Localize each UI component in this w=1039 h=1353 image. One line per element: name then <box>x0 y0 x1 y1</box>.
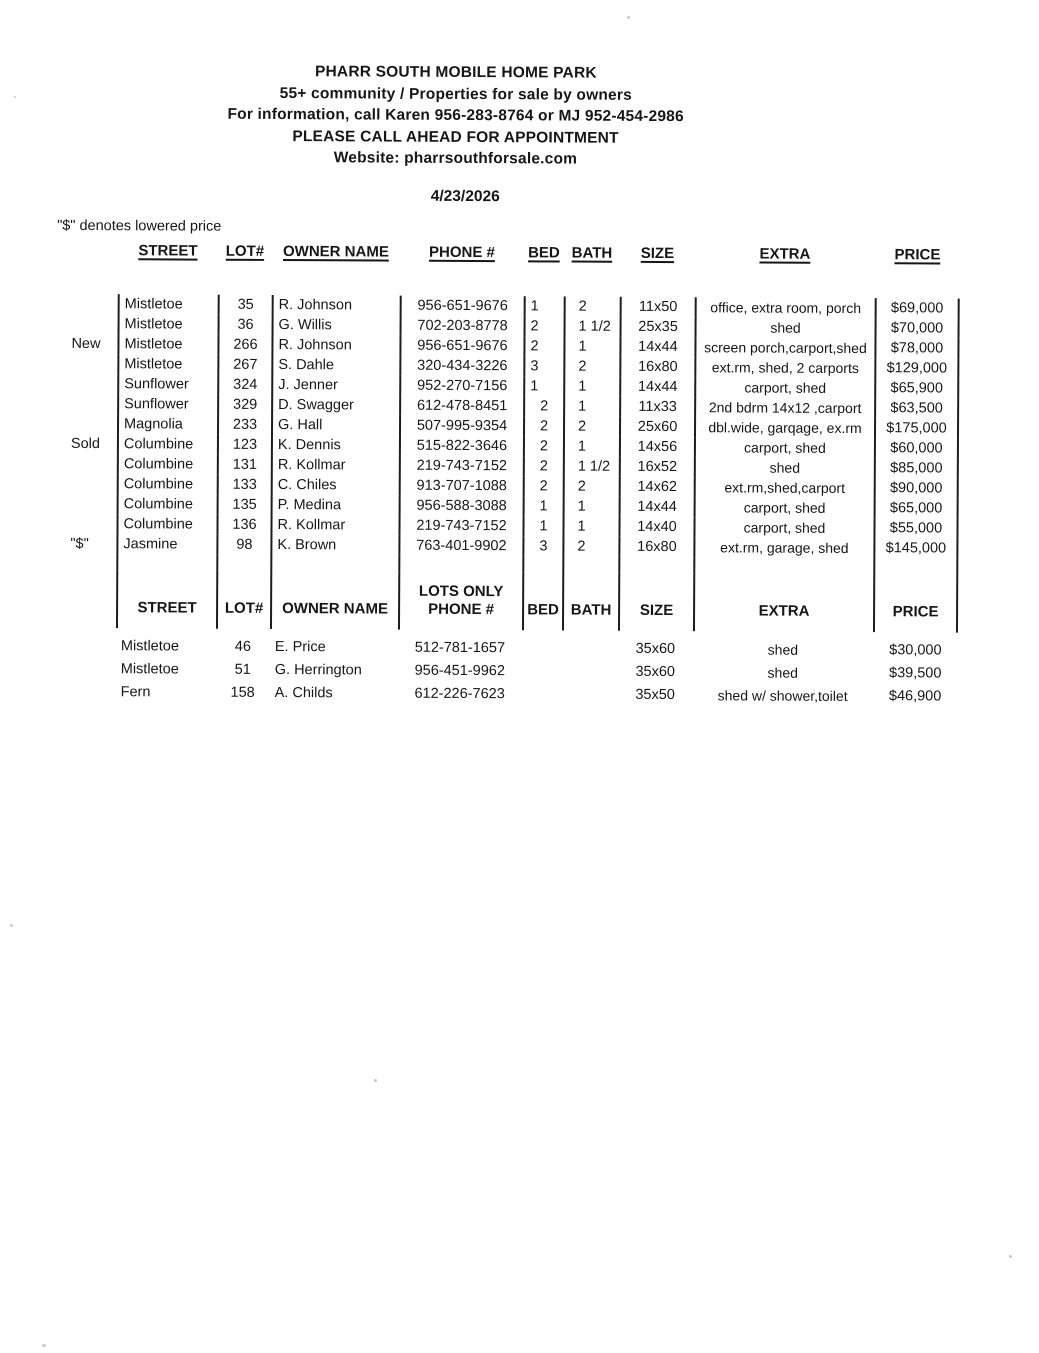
home-row-cell-street: Columbine <box>116 514 216 535</box>
home-row-cell-lot: 136 <box>216 515 270 535</box>
home-row-cell-lot: 123 <box>217 435 271 455</box>
home-row-cell-bed: 2 <box>523 416 563 436</box>
home-row-cell-extra: shed <box>695 317 875 338</box>
home-row-cell-phone: 320-434-3226 <box>399 356 523 377</box>
lot-row-cell-lot: 158 <box>230 684 255 701</box>
lot-row-cell-size: 35x60 <box>635 663 676 680</box>
home-row-cell-tag: "$" <box>70 535 89 553</box>
home-row-cell-size: 25x60 <box>619 417 694 437</box>
home-row-cell-lot: 35 <box>218 295 272 315</box>
home-row-cell-bath: 1 <box>563 437 619 457</box>
homes-table-header <box>70 239 960 266</box>
home-row-cell-tag <box>69 454 117 474</box>
lot-row-cell-street: Fern <box>120 683 151 700</box>
home-row-cell-tag <box>69 494 117 514</box>
scan-speck <box>627 16 630 19</box>
home-row-cell-bath: 2 <box>563 357 619 377</box>
home-row-cell-street: Columbine <box>117 494 217 515</box>
home-row-cell-bath: 2 <box>564 297 620 317</box>
lot-row-cell-street: Mistletoe <box>120 660 179 677</box>
home-row-cell-street: Columbine <box>117 434 217 455</box>
home-row-cell-street: Mistletoe <box>117 354 217 375</box>
home-row-cell-price: $69,000 <box>875 298 960 318</box>
home-row-cell-street: Columbine <box>117 454 217 475</box>
home-row-cell-tag: Sold <box>70 435 101 453</box>
phone-label: PHONE # <box>428 600 495 619</box>
home-row-cell-extra: screen porch,carport,shed <box>694 337 874 358</box>
home-row-cell-owner: G. Hall <box>271 415 399 436</box>
community-subtitle: 55+ community / Properties for sale by owners <box>279 84 632 104</box>
home-row-cell-owner: K. Dennis <box>271 435 399 456</box>
home-row-cell-extra: ext.rm,shed,carport <box>694 477 874 498</box>
home-row-cell-size: 14x56 <box>619 437 694 457</box>
home-row-cell-tag <box>69 394 117 414</box>
home-row-cell-price: $175,000 <box>874 418 959 438</box>
column-header-owner: OWNER NAME <box>282 242 389 261</box>
home-row-cell-extra: ext.rm, shed, 2 carports <box>694 357 874 378</box>
home-row-cell-extra: office, extra room, porch <box>695 297 875 318</box>
lot-row-cell-bath <box>562 659 618 682</box>
home-row-cell-extra: carport, shed <box>693 517 873 538</box>
website-line: Website: pharrsouthforsale.com <box>333 149 578 168</box>
lot-row-cell-bath <box>562 636 618 659</box>
lot-row-cell-extra: shed <box>767 641 799 658</box>
lot-row-cell-price: $30,000 <box>889 641 942 658</box>
home-row-cell-bed: 1 <box>524 296 564 316</box>
lot-row-cell-street: Mistletoe <box>120 637 179 654</box>
home-row-cell-size: 14x44 <box>619 377 694 397</box>
home-row-cell-street: Mistletoe <box>117 334 217 355</box>
home-row-cell-phone: 219-743-7152 <box>399 456 523 477</box>
home-row-cell-bed: 2 <box>523 436 563 456</box>
home-row-cell-extra: shed <box>694 457 874 478</box>
home-row-cell-price: $65,000 <box>874 498 959 518</box>
home-row-cell-size: 14x44 <box>619 497 694 517</box>
lots-header-spacer <box>68 570 116 628</box>
lots-header-lot: LOT# <box>216 571 270 629</box>
scan-speck <box>42 1344 46 1347</box>
home-row-cell-street: Sunflower <box>117 394 217 415</box>
lowered-price-note: "$" denotes lowered price <box>57 217 222 235</box>
home-row-cell-price: $55,000 <box>873 518 958 538</box>
header-spacer <box>70 239 118 261</box>
home-row-cell-price: $78,000 <box>874 338 959 358</box>
home-row-cell-bath: 2 <box>563 417 619 437</box>
home-row-cell-tag <box>69 414 117 434</box>
home-row-cell-owner: R. Johnson <box>271 335 399 356</box>
home-row-cell-phone: 952-270-7156 <box>399 376 523 397</box>
lot-row-cell-price: $46,900 <box>888 687 942 704</box>
home-row-cell-tag <box>70 294 118 314</box>
home-row-cell-bath: 1 1/2 <box>564 317 620 337</box>
home-row-cell-tag: New <box>71 335 101 353</box>
lot-row-cell-lot: 46 <box>234 638 251 655</box>
home-row-cell-phone: 956-651-9676 <box>400 296 524 317</box>
home-row-cell-price: $65,900 <box>874 378 959 398</box>
home-row-cell-phone: 956-588-3088 <box>399 496 523 517</box>
lot-row-cell-tag <box>68 634 116 657</box>
home-row-cell-lot: 131 <box>217 455 271 475</box>
home-row-cell-owner: K. Brown <box>270 535 398 556</box>
column-header-size: SIZE <box>640 244 675 262</box>
home-row-cell-phone: 219-743-7152 <box>398 516 522 537</box>
home-row-cell-street: Jasmine <box>116 534 216 555</box>
home-row-cell-phone: 507-995-9354 <box>399 416 523 437</box>
home-row-cell-lot: 329 <box>217 395 271 415</box>
lots-only-label: LOTS ONLY <box>418 582 504 601</box>
home-row-cell-phone: 515-822-3646 <box>399 436 523 457</box>
lot-row-cell-owner: E. Price <box>274 638 326 655</box>
lot-row-cell-bed <box>522 659 562 682</box>
home-row-cell-street: Sunflower <box>117 374 217 395</box>
column-header-extra: EXTRA <box>759 245 811 263</box>
home-row-cell-size: 14x44 <box>619 337 694 357</box>
home-row-cell-bath: 1 <box>563 397 619 417</box>
homes-table <box>68 294 960 633</box>
appointment-line: PLEASE CALL AHEAD FOR APPOINTMENT <box>292 127 619 147</box>
home-row-cell-price: $63,500 <box>874 398 959 418</box>
home-row-cell-bath: 1 <box>563 377 619 397</box>
lot-row-cell-price: $39,500 <box>888 664 942 681</box>
home-row-cell-street: Mistletoe <box>118 294 218 315</box>
lot-row-cell-bed <box>522 682 562 705</box>
lot-row-cell-extra: shed <box>767 664 798 681</box>
column-header-lot: LOT# <box>225 242 265 260</box>
home-row-cell-size: 11x50 <box>620 297 695 317</box>
scan-speck <box>10 924 13 927</box>
home-row-cell-bath: 1 <box>562 517 618 537</box>
home-row-cell-street: Columbine <box>117 474 217 495</box>
lot-row-cell-owner: G. Herrington <box>274 661 362 678</box>
lot-row-cell-owner: A. Childs <box>274 684 333 701</box>
home-row-cell-bed: 2 <box>524 316 564 336</box>
home-row-cell-tag <box>70 314 118 334</box>
home-row-cell-bed: 2 <box>523 396 563 416</box>
lots-table <box>68 634 958 708</box>
lot-row-cell-extra: shed w/ shower,toilet <box>717 686 848 704</box>
lots-header-extra: EXTRA <box>693 573 873 632</box>
home-row-cell-lot: 98 <box>216 535 270 555</box>
home-row-cell-street: Magnolia <box>117 414 217 435</box>
lot-row-cell-size: 35x50 <box>635 686 675 703</box>
park-title: PHARR SOUTH MOBILE HOME PARK <box>314 63 597 82</box>
scan-speck <box>1009 1255 1012 1258</box>
lots-header-price: PRICE <box>873 574 958 632</box>
home-row-cell-owner: J. Jenner <box>271 375 399 396</box>
lot-row-cell-lot: 51 <box>234 661 251 678</box>
home-row-cell-tag <box>68 514 116 534</box>
home-row-cell-size: 16x52 <box>619 457 694 477</box>
lot-row-cell-tag <box>68 680 116 703</box>
home-row-cell-tag <box>69 374 117 394</box>
column-header-price: PRICE <box>894 245 941 263</box>
scan-speck <box>14 96 16 98</box>
home-row-cell-size: 16x80 <box>619 357 694 377</box>
home-row-cell-size: 14x40 <box>618 517 693 537</box>
document-header <box>100 60 811 171</box>
lot-row-cell-tag <box>68 657 116 680</box>
home-row-cell-phone: 612-478-8451 <box>399 396 523 417</box>
lot-row-cell-phone: 612-226-7623 <box>414 685 505 702</box>
home-row-cell-bed: 1 <box>523 496 563 516</box>
home-row-cell-phone: 763-401-9902 <box>398 536 522 557</box>
home-row-cell-owner: G. Willis <box>272 315 400 336</box>
home-row-cell-extra: carport, shed <box>694 377 874 398</box>
lots-header-phone <box>398 572 522 631</box>
lot-row-cell-bath <box>562 682 618 705</box>
lot-row-cell-size: 35x60 <box>635 640 676 657</box>
home-row-cell-lot: 233 <box>217 415 271 435</box>
home-row-cell-lot: 133 <box>217 475 271 495</box>
home-row-cell-bed: 1 <box>523 376 563 396</box>
home-row-cell-extra: carport, shed <box>694 497 874 518</box>
lot-row-cell-bed <box>522 636 562 659</box>
home-row-cell-owner: P. Medina <box>271 495 399 516</box>
home-row-cell-phone: 702-203-8778 <box>400 316 524 337</box>
home-row-cell-tag <box>69 354 117 374</box>
home-row-cell-bed: 1 <box>522 516 562 536</box>
column-header-phone: PHONE # <box>428 243 495 261</box>
home-row-cell-price: $70,000 <box>875 318 960 338</box>
home-row-cell-lot: 266 <box>217 335 271 355</box>
column-header-bath: BATH <box>571 244 613 262</box>
lots-header-bath: BATH <box>562 573 618 631</box>
home-row-cell-bed: 2 <box>523 476 563 496</box>
home-row-cell-street: Mistletoe <box>118 314 218 335</box>
home-row-cell-price: $85,000 <box>874 458 959 478</box>
home-row-cell-extra: 2nd bdrm 14x12 ,carport <box>694 397 874 418</box>
home-row-cell-bath: 2 <box>562 537 618 557</box>
spacer-cell <box>68 554 116 570</box>
home-row-cell-price: $60,000 <box>874 438 959 458</box>
home-row-cell-price: $90,000 <box>874 478 959 498</box>
lots-header-size: SIZE <box>618 573 693 631</box>
home-row-cell-owner: R. Kollmar <box>271 455 399 476</box>
home-row-cell-bath: 2 <box>563 477 619 497</box>
home-row-cell-lot: 324 <box>217 375 271 395</box>
lot-row-cell-phone: 512-781-1657 <box>414 639 506 656</box>
home-row-cell-size: 14x62 <box>619 477 694 497</box>
home-row-cell-owner: R. Kollmar <box>270 515 398 536</box>
lots-header-owner: OWNER NAME <box>270 571 398 630</box>
home-row-cell-phone: 956-651-9676 <box>399 336 523 357</box>
home-row-cell-owner: R. Johnson <box>272 295 400 316</box>
home-row-cell-size: 16x80 <box>618 537 693 557</box>
home-row-cell-bath: 1 <box>563 497 619 517</box>
home-row-cell-tag <box>69 474 117 494</box>
lot-row-cell-phone: 956-451-9962 <box>414 662 505 679</box>
home-row-cell-owner: S. Dahle <box>271 355 399 376</box>
lots-header-street: STREET <box>116 570 216 629</box>
home-row-cell-extra: carport, shed <box>694 437 874 458</box>
home-row-cell-bed: 2 <box>523 456 563 476</box>
contact-line: For information, call Karen 956-283-8764 or MJ 952-454-2986 <box>227 105 684 126</box>
home-row-cell-bed: 3 <box>522 536 562 556</box>
home-row-cell-price: $145,000 <box>873 538 958 558</box>
home-row-cell-lot: 267 <box>217 355 271 375</box>
home-row-cell-bed: 3 <box>523 356 563 376</box>
column-header-street: STREET <box>138 241 198 260</box>
lots-header-bed: BED <box>522 572 562 630</box>
home-row-cell-price: $129,000 <box>874 358 959 378</box>
home-row-cell-size: 11x33 <box>619 397 694 417</box>
home-row-cell-owner: C. Chiles <box>271 475 399 496</box>
home-row-cell-owner: D. Swagger <box>271 395 399 416</box>
home-row-cell-extra: ext.rm, garage, shed <box>693 537 873 558</box>
home-row-cell-extra: dbl.wide, garqage, ex.rm <box>694 417 874 438</box>
home-row-cell-lot: 135 <box>217 495 271 515</box>
document-date: 4/23/2026 <box>430 187 500 206</box>
scan-speck <box>374 1079 377 1082</box>
home-row-cell-phone: 913-707-1088 <box>399 476 523 497</box>
column-header-bed: BED <box>528 243 560 261</box>
home-row-cell-bath: 1 1/2 <box>563 457 619 477</box>
home-row-cell-bed: 2 <box>523 336 563 356</box>
home-row-cell-lot: 36 <box>218 315 272 335</box>
home-row-cell-size: 25x35 <box>620 317 695 337</box>
home-row-cell-bath: 1 <box>563 337 619 357</box>
